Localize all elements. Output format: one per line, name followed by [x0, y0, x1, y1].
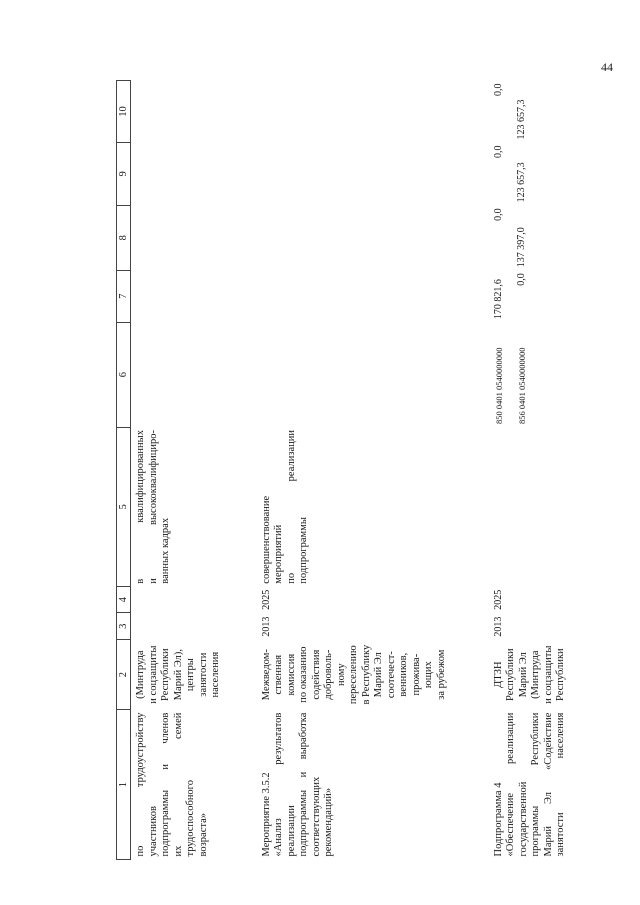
cell-line: (Минтруда: [135, 650, 146, 699]
executor-cell: [131, 640, 261, 710]
cell-line: трудоспособного: [185, 780, 196, 857]
cell-line: Марий Эл: [517, 652, 529, 698]
cell-line: 856 0401 0540000000: [517, 347, 527, 425]
end-year-cell: [131, 587, 261, 613]
amount-cell: [261, 142, 493, 205]
header-cell: 6: [117, 322, 131, 427]
header-cell: 3: [117, 613, 131, 640]
activity-cell: [131, 710, 261, 860]
cell-line: 0,0: [516, 273, 527, 286]
amount-cell: [131, 81, 261, 143]
header-cell: 10: [117, 81, 131, 143]
amount-cell: [131, 142, 261, 205]
cell-line: и соцзащиты: [542, 645, 554, 704]
cell-line: в квалифицированных: [135, 430, 146, 584]
cell-line: (Минтруда: [530, 650, 541, 699]
amount-cell: [261, 270, 493, 322]
budget-code-cell: [261, 322, 493, 427]
cell-line: за рубежом: [435, 649, 447, 700]
end-year-cell: 2025: [492, 589, 504, 610]
cell-line: Республики: [160, 648, 171, 701]
cell-line: центры: [185, 658, 196, 692]
cell-line: участников: [147, 806, 159, 857]
amount-cell: [493, 81, 593, 143]
start-year-cell: 2013: [260, 616, 272, 637]
end-year-cell: 2025: [260, 589, 272, 610]
cell-line: соотечест-: [385, 651, 397, 699]
start-year-cell: 2013: [492, 616, 504, 637]
cell-line: прожива-: [410, 653, 422, 696]
activity-cell: [261, 710, 493, 860]
executor-cell: [261, 640, 493, 710]
cell-line: занятости: [197, 652, 209, 697]
result-cell: [261, 427, 493, 587]
page-number: 44: [601, 60, 613, 74]
cell-line: 170 821,6: [492, 279, 504, 320]
cell-line: рекомендаций»: [323, 787, 334, 857]
cell-line: по реализации: [285, 430, 297, 584]
start-year-cell: [131, 613, 261, 640]
cell-line: Республики: [555, 648, 566, 701]
cell-line: реализации: [285, 805, 297, 857]
cell-line: Межведом-: [260, 649, 272, 701]
result-cell: [131, 427, 261, 587]
budget-code-cell: [131, 322, 261, 427]
table-row: [131, 81, 261, 860]
cell-line: программы Республики: [530, 712, 541, 857]
amount-cell: [131, 205, 261, 270]
cell-line: Марий Эл: [373, 652, 384, 698]
cell-line: 0,0: [492, 208, 504, 221]
cell-line: в Республику: [360, 644, 372, 705]
header-cell: 4: [117, 587, 131, 613]
cell-line: 123 657,3: [516, 99, 527, 140]
cell-line: и соцзащиты: [147, 645, 159, 704]
cell-line: доброволь-: [323, 649, 334, 700]
cell-line: ДТЗН: [492, 661, 504, 688]
cell-line: 123 657,3: [516, 162, 527, 203]
amount-cell: [261, 81, 493, 143]
cell-line: подпрограммы: [298, 517, 309, 584]
amount-cell: [131, 270, 261, 322]
table-row: [493, 81, 593, 860]
amount-cell: [493, 270, 593, 322]
header-cell: 2: [117, 640, 131, 710]
cell-line: Марий Эл «Содействие: [542, 712, 554, 857]
header-cell: 9: [117, 142, 131, 205]
cell-line: 0,0: [492, 145, 504, 158]
header-cell: 5: [117, 427, 131, 587]
header-cell: 1: [117, 710, 131, 860]
amount-cell: [493, 205, 593, 270]
cell-line: переселению: [348, 645, 359, 705]
cell-line: мероприятий: [273, 524, 284, 584]
cell-line: венников,: [398, 652, 409, 697]
result-cell: [493, 427, 593, 587]
cell-line: ному: [335, 663, 347, 686]
cell-line: Мероприятие 3.5.2: [260, 772, 272, 857]
header-row: [117, 81, 131, 860]
cell-line: Республики: [505, 648, 516, 701]
cell-line: содействия: [310, 649, 322, 700]
amount-cell: [261, 205, 493, 270]
cell-line: совершенствование: [260, 495, 272, 584]
cell-line: ванных кадрах: [160, 517, 171, 584]
cell-line: населения: [210, 651, 221, 698]
cell-line: ственная: [273, 654, 284, 695]
cell-line: государственной: [517, 781, 529, 857]
cell-line: возраста»: [197, 813, 209, 857]
table-row: [261, 81, 493, 860]
cell-line: 137 397,0: [516, 227, 527, 268]
cell-line: ющих: [423, 661, 434, 689]
rotated-sheet: [116, 80, 626, 860]
budget-code-cell: [493, 322, 593, 427]
cell-line: 850 0401 0540000000: [493, 347, 504, 425]
cell-line: занятости населения: [555, 712, 566, 857]
cell-line: соответствующих: [310, 776, 322, 857]
header-cell: 7: [117, 270, 131, 322]
header-cell: 8: [117, 205, 131, 270]
cell-line: подпрограммы и членов: [160, 712, 171, 857]
cell-line: «Обеспечение реализации: [505, 712, 516, 857]
cell-line: их семей: [172, 712, 184, 857]
cell-line: по оказанию: [298, 646, 309, 703]
cell-line: по трудоустройству: [135, 712, 146, 857]
budget-table: [116, 80, 593, 860]
cell-line: Подпрограмма 4: [492, 782, 504, 857]
cell-line: подпрограммы и выработка: [298, 712, 309, 857]
cell-line: Марий Эл),: [172, 649, 184, 701]
executor-cell: [493, 640, 593, 710]
cell-line: и высококвалифициро-: [147, 430, 159, 584]
cell-line: комиссия: [285, 653, 297, 696]
cell-line: 0,0: [492, 83, 504, 96]
activity-cell: [493, 710, 593, 860]
cell-line: «Анализ результатов: [273, 712, 284, 857]
amount-cell: [493, 142, 593, 205]
